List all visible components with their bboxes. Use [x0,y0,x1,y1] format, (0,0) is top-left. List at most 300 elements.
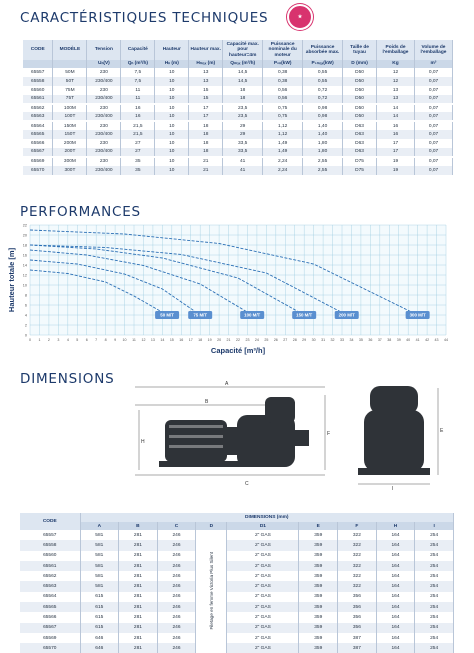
table-cell: 359 [299,540,338,550]
table-cell: D50 [343,95,377,104]
table-cell: 13 [189,68,223,77]
spec-unit-cell: P₁ₘₐₓ(kW) [303,60,343,68]
x-tick-label: 16 [179,338,184,342]
table-cell: 65558 [20,540,80,550]
table-cell: 281 [119,612,158,622]
table-cell: 0,07 [414,166,452,175]
table-row [20,581,454,591]
table-cell: 254 [415,592,454,602]
table-cell: 246 [157,592,196,602]
table-cell: 14 [377,112,415,121]
table-cell: 0,38 [263,77,303,86]
table-cell: 164 [376,623,415,633]
table-cell: 10 [155,148,189,157]
table-cell: 254 [415,530,454,540]
table-cell: 164 [376,602,415,612]
table-cell: 615 [80,612,119,622]
x-tick-label: 29 [302,338,307,342]
table-cell: 230/400 [87,112,121,121]
table-cell: 322 [338,540,377,550]
table-cell: 2" GAS [227,561,299,571]
table-cell: 10 [155,139,189,148]
x-tick-label: 34 [349,338,354,342]
table-cell: 65561 [23,95,53,104]
table-cell: 50M [53,68,87,77]
table-cell: 246 [157,612,196,622]
dim-group-header: DIMENSIONS (mm) [80,513,454,522]
table-cell: 300M [53,157,87,166]
table-cell: 246 [157,633,196,643]
table-cell: 33,5 [223,148,263,157]
table-cell: 281 [119,643,158,653]
table-cell: 164 [376,530,415,540]
table-cell: 65563 [23,112,53,121]
table-cell: 322 [338,561,377,571]
performance-chart [0,222,474,362]
x-tick-label: 15 [169,338,174,342]
table-cell: 230/400 [87,77,121,86]
series-label: 100 M/T [244,312,261,318]
table-cell: 65569 [23,157,53,166]
table-cell: 0,07 [414,112,452,121]
series-label: 50 M/T [160,312,174,318]
table-cell: 2" GAS [227,633,299,643]
table-cell: 200M [53,139,87,148]
table-cell: 150M [53,121,87,130]
table-cell: 0,75 [263,112,303,121]
x-tick-label: 4 [66,338,69,342]
table-cell: D50 [343,112,377,121]
table-cell: D75 [343,157,377,166]
table-cell: 230 [87,139,121,148]
table-cell: 65570 [20,643,80,653]
y-tick-label: 12 [22,273,27,278]
table-cell: 322 [338,581,377,591]
table-cell: D50 [343,77,377,86]
table-cell: 230 [87,86,121,95]
table-row [20,592,454,602]
table-cell: 50T [53,77,87,86]
y-tick-label: 10 [22,283,27,288]
table-cell: 387 [338,643,377,653]
spec-header-cell: Hauteur [155,40,189,60]
dim-column-header: D1 [227,522,299,530]
table-cell: 281 [119,581,158,591]
table-cell: 246 [157,561,196,571]
table-cell: 18 [223,95,263,104]
table-cell: 254 [415,623,454,633]
table-cell: 35 [121,166,155,175]
table-cell: 100T [53,112,87,121]
table-row [23,130,453,139]
x-tick-label: 36 [368,338,373,342]
table-cell: 200T [53,148,87,157]
table-row [20,530,454,540]
table-cell: 2" GAS [227,643,299,653]
table-cell: 21,5 [121,130,155,139]
table-cell: 1,12 [263,130,303,139]
table-cell: 230 [87,157,121,166]
table-cell: 7,5 [121,68,155,77]
table-cell: 254 [415,602,454,612]
table-cell: 15 [189,95,223,104]
pump-front-drawing [352,380,447,495]
table-cell: 359 [299,643,338,653]
table-cell: 41 [223,166,263,175]
table-cell: 0,55 [303,77,343,86]
table-cell: 13 [189,77,223,86]
table-row [23,157,453,166]
table-cell: 21 [189,166,223,175]
table-cell: 29 [223,121,263,130]
performances-title: PERFORMANCES [20,204,141,220]
table-cell: 0,98 [303,112,343,121]
spec-unit-cell [23,60,53,68]
spec-header-cell: CODE [23,40,53,60]
table-cell: 17 [377,139,415,148]
table-cell: D75 [343,166,377,175]
table-cell: 41 [223,157,263,166]
table-cell: 27 [121,148,155,157]
table-cell: 246 [157,530,196,540]
x-tick-label: 27 [283,338,288,342]
table-cell: 12 [377,77,415,86]
table-cell: 0,07 [414,77,452,86]
table-cell: 281 [119,602,158,612]
table-cell: 246 [157,551,196,561]
x-tick-label: 25 [264,338,269,342]
table-cell: 65565 [23,130,53,139]
x-tick-label: 13 [150,338,155,342]
table-cell: 2" GAS [227,581,299,591]
table-cell: 230/400 [87,95,121,104]
table-cell: 13 [377,95,415,104]
table-cell: 281 [119,571,158,581]
table-cell: 65564 [23,121,53,130]
table-cell: 230/400 [87,130,121,139]
table-cell: 254 [415,643,454,653]
spec-header-cell: Poids de l'emballage [377,40,415,60]
spec-header-cell: Puissance nominale du moteur [263,40,303,60]
table-cell: 0,75 [263,104,303,113]
x-tick-label: 20 [217,338,222,342]
spec-table [23,40,453,175]
spec-header-cell: Tension [87,40,121,60]
table-cell: 15 [189,86,223,95]
table-cell: 17 [377,148,415,157]
table-cell: 75M [53,86,87,95]
dim-column-header: E [299,522,338,530]
table-row [23,104,453,113]
table-cell: 246 [157,643,196,653]
x-tick-label: 35 [358,338,363,342]
x-tick-label: 2 [47,338,50,342]
dim-label-b: B [205,399,209,405]
table-cell: 164 [376,551,415,561]
pump-side-drawing [125,375,340,493]
table-cell: 1,49 [263,139,303,148]
table-cell: 65569 [20,633,80,643]
table-cell: 0,07 [414,148,452,157]
table-cell: 581 [80,540,119,550]
x-tick-label: 14 [160,338,165,342]
table-cell: 0,07 [414,139,452,148]
x-tick-label: 5 [76,338,79,342]
table-cell: 246 [157,540,196,550]
spec-header-cell: Capacité max. pour hauteur=4m [223,40,263,60]
table-cell: 281 [119,540,158,550]
table-row [23,166,453,175]
table-cell: 16 [377,130,415,139]
spec-header-cell: Puissance absorbée max. [303,40,343,60]
table-cell: 322 [338,571,377,581]
table-cell: 10 [155,77,189,86]
table-cell: 2" GAS [227,592,299,602]
table-cell: 1,80 [303,148,343,157]
y-tick-label: 16 [22,253,27,258]
table-cell: 2" GAS [227,612,299,622]
table-cell: 65562 [20,571,80,581]
dimensions-table [20,513,454,653]
table-cell: 2,55 [303,157,343,166]
table-cell: 16 [377,121,415,130]
dim-column-header: C [157,522,196,530]
table-cell: 1,49 [263,148,303,157]
x-tick-label: 22 [236,338,240,342]
dim-column-header: F [338,522,377,530]
table-cell: 0,07 [414,104,452,113]
x-tick-label: 38 [387,338,392,342]
table-cell: 19 [377,166,415,175]
table-cell: 581 [80,581,119,591]
table-cell: 13 [377,86,415,95]
spec-title: CARACTÉRISTIQUES TECHNIQUES [20,10,269,26]
table-cell: 281 [119,530,158,540]
x-tick-label: 26 [273,338,278,342]
table-cell: 18 [189,130,223,139]
table-cell: 23,5 [223,104,263,113]
table-row [20,561,454,571]
table-cell: 230/400 [87,148,121,157]
table-cell: 0,07 [414,68,452,77]
table-cell: 2" GAS [227,540,299,550]
table-cell: 1,40 [303,130,343,139]
table-cell: 65567 [23,148,53,157]
table-cell: 356 [338,602,377,612]
table-cell: 164 [376,571,415,581]
table-cell: 246 [157,623,196,633]
table-cell: 27 [121,139,155,148]
table-cell: 0,07 [414,130,452,139]
table-cell: 359 [299,602,338,612]
y-axis-label: Hauteur totale [m] [7,247,16,313]
dim-label-c: C [245,481,249,487]
table-cell: 10 [155,86,189,95]
table-cell: 10 [155,166,189,175]
dim-label-e: E [440,428,444,434]
x-axis-label: Capacité [m³/h] [210,346,266,355]
table-cell: D63 [343,121,377,130]
table-cell: 254 [415,571,454,581]
table-cell: 10 [155,121,189,130]
table-cell: 230/400 [87,166,121,175]
table-row [23,68,453,77]
table-cell: 359 [299,612,338,622]
x-tick-label: 31 [321,338,326,342]
table-cell: 359 [299,551,338,561]
table-cell: 10 [155,157,189,166]
spec-header-cell: Volume de l'emballage [414,40,452,60]
spec-header-cell: Taille de tuyau [343,40,377,60]
table-cell: 0,55 [303,68,343,77]
x-tick-label: 30 [311,338,316,342]
table-cell: 164 [376,561,415,571]
table-cell: 17 [189,112,223,121]
series-label: 150 M/T [296,312,313,318]
x-tick-label: 24 [254,338,259,342]
table-cell: 356 [338,623,377,633]
table-cell: 65560 [20,551,80,561]
x-tick-label: 11 [132,338,136,342]
table-cell: 359 [299,561,338,571]
table-cell: 23,5 [223,112,263,121]
dim-column-header: B [119,522,158,530]
x-tick-label: 3 [57,338,60,342]
table-cell: 11 [121,95,155,104]
table-cell: 33,5 [223,139,263,148]
table-cell: 2,24 [263,157,303,166]
dim-column-header: D [196,522,227,530]
table-cell: 164 [376,581,415,591]
table-row [23,112,453,121]
table-cell: 322 [338,551,377,561]
table-cell: 0,56 [263,95,303,104]
table-cell: 10 [155,104,189,113]
table-row [20,612,454,622]
table-cell: 10 [155,130,189,139]
table-cell: 254 [415,561,454,571]
table-cell: 18 [189,148,223,157]
dim-label-a: A [225,381,229,387]
spec-unit-cell: D (mm) [343,60,377,68]
table-cell: 75T [53,95,87,104]
table-cell: 65557 [23,68,53,77]
table-cell: 164 [376,592,415,602]
table-cell: 0,56 [263,86,303,95]
table-cell: 356 [338,592,377,602]
table-cell: 2" GAS [227,551,299,561]
dim-d-note-cell [196,530,227,653]
table-cell: 1,80 [303,139,343,148]
x-tick-label: 28 [292,338,297,342]
dim-label-f: F [327,431,331,437]
table-cell: 11 [121,86,155,95]
series-label: 75 M/T [193,312,208,318]
table-row [23,121,453,130]
table-cell: 359 [299,571,338,581]
y-tick-label: 4 [24,313,27,318]
table-cell: 254 [415,633,454,643]
table-cell: 65567 [20,623,80,633]
table-cell: 2" GAS [227,530,299,540]
spec-unit-cell: Qₙ (m³/h) [121,60,155,68]
series-label: 300 M/T [409,312,426,318]
table-cell: 14 [377,104,415,113]
y-tick-label: 18 [22,243,27,248]
table-cell: 2,24 [263,166,303,175]
table-cell: 581 [80,530,119,540]
table-cell: 2" GAS [227,571,299,581]
table-cell: 581 [80,571,119,581]
table-cell: 230 [87,104,121,113]
spec-header-cell: Capacité [121,40,155,60]
table-cell: 246 [157,571,196,581]
table-cell: D63 [343,148,377,157]
table-cell: 65570 [23,166,53,175]
y-tick-label: 14 [22,263,27,268]
spec-unit-cell: Hₙ (m) [155,60,189,68]
table-cell: 2" GAS [227,602,299,612]
table-cell: 17 [189,104,223,113]
table-cell: 615 [80,592,119,602]
table-cell: 1,40 [303,121,343,130]
table-cell: 100M [53,104,87,113]
table-row [23,139,453,148]
table-cell: 2" GAS [227,623,299,633]
table-cell: 359 [299,592,338,602]
table-cell: 359 [299,633,338,643]
x-tick-label: 43 [434,338,439,342]
table-cell: 10 [155,95,189,104]
table-cell: 0,07 [414,86,452,95]
table-row [23,86,453,95]
table-row [20,571,454,581]
table-cell: 1,12 [263,121,303,130]
table-row [20,623,454,633]
table-cell: 281 [119,592,158,602]
table-cell: 65560 [23,86,53,95]
table-cell: D50 [343,86,377,95]
x-tick-label: 7 [95,338,98,342]
table-cell: 300T [53,166,87,175]
table-cell: 0,72 [303,86,343,95]
table-cell: 164 [376,633,415,643]
table-cell: 322 [338,530,377,540]
x-tick-label: 21 [226,338,231,342]
x-tick-label: 39 [396,338,401,342]
series-label: 200 M/T [338,312,355,318]
quality-seal-icon: ★ [287,4,313,30]
table-cell: D63 [343,139,377,148]
table-cell: 65566 [20,612,80,622]
table-cell: 7,5 [121,77,155,86]
spec-unit-cell [53,60,87,68]
dim-label-h: H [141,439,145,445]
x-tick-label: 32 [330,338,335,342]
x-tick-label: 8 [104,338,107,342]
x-tick-label: 6 [85,338,88,342]
table-cell: 254 [415,551,454,561]
table-cell: 356 [338,612,377,622]
table-cell: 0,07 [414,157,452,166]
x-tick-label: 37 [377,338,382,342]
dim-column-header: H [376,522,415,530]
table-cell: 65564 [20,592,80,602]
table-cell: 615 [80,623,119,633]
table-row [23,77,453,86]
table-cell: 65557 [20,530,80,540]
table-cell: 581 [80,561,119,571]
